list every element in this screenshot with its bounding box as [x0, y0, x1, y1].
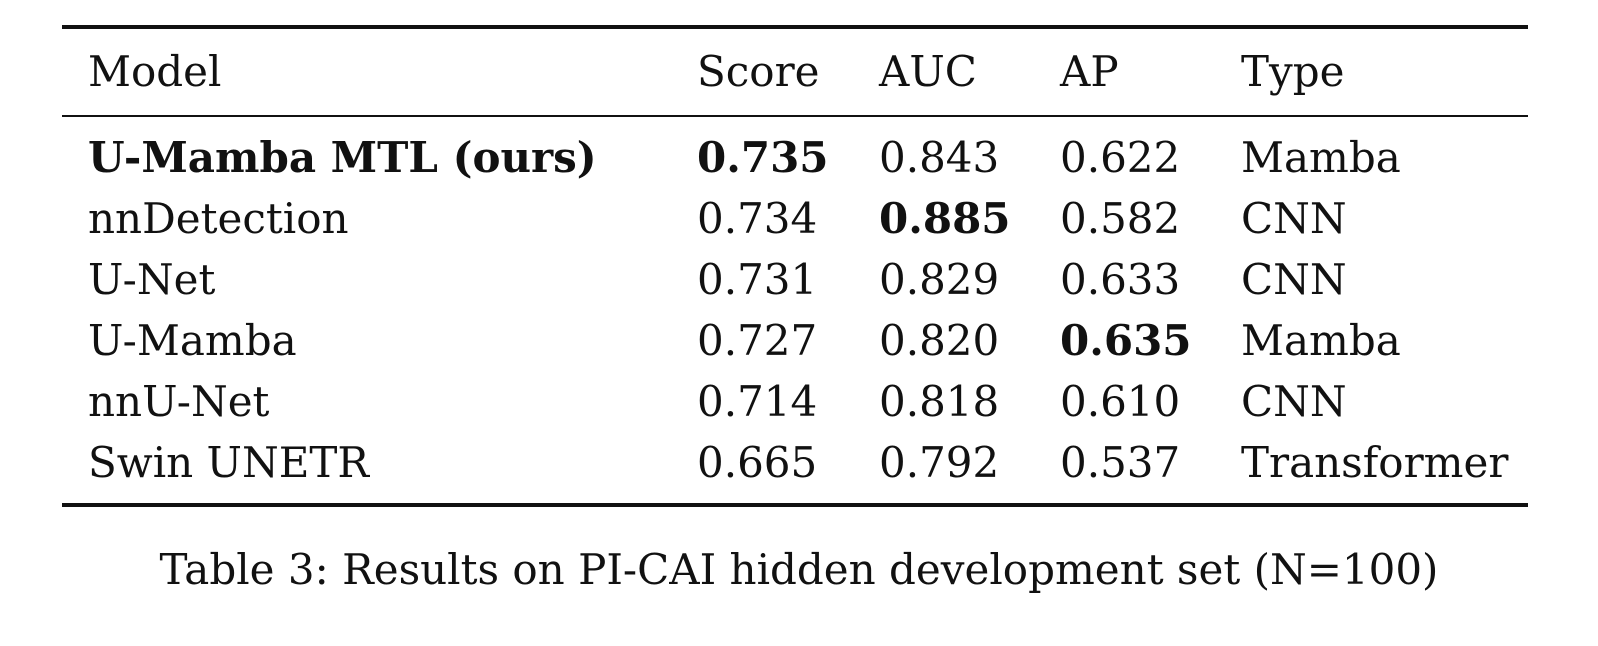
cell-model: U-Net — [88, 255, 216, 304]
caption-label: Table 3: — [159, 545, 329, 594]
header-ap: AP — [1060, 47, 1119, 96]
cell-score: 0.727 — [697, 316, 818, 365]
cell-ap: 0.635 — [1060, 316, 1192, 365]
cell-ap: 0.537 — [1060, 438, 1181, 487]
table-row — [62, 249, 1528, 310]
cell-ap: 0.582 — [1060, 194, 1181, 243]
cell-auc: 0.792 — [879, 438, 1000, 487]
cell-ap: 0.633 — [1060, 255, 1181, 304]
cell-auc: 0.818 — [879, 377, 1000, 426]
table-caption — [0, 545, 1598, 594]
caption-text: Results on PI-CAI hidden development set (N=100) — [342, 545, 1439, 594]
cell-model: Swin UNETR — [88, 438, 369, 487]
cell-ap: 0.622 — [1060, 133, 1181, 182]
cell-score: 0.731 — [697, 255, 818, 304]
cell-auc: 0.820 — [879, 316, 1000, 365]
cell-model: U-Mamba MTL (ours) — [88, 133, 597, 182]
header-score: Score — [697, 47, 820, 96]
cell-model: nnDetection — [88, 194, 349, 243]
cell-type: Mamba — [1241, 133, 1401, 182]
table-header-row — [62, 29, 1528, 115]
header-auc: AUC — [879, 47, 977, 96]
table-row — [62, 432, 1528, 493]
header-type: Type — [1241, 47, 1345, 96]
cell-score: 0.714 — [697, 377, 818, 426]
cell-ap: 0.610 — [1060, 377, 1181, 426]
cell-score: 0.734 — [697, 194, 818, 243]
table-row — [62, 127, 1528, 188]
cell-score: 0.735 — [697, 133, 829, 182]
cell-type: CNN — [1241, 194, 1347, 243]
cell-auc: 0.829 — [879, 255, 1000, 304]
cell-auc: 0.885 — [879, 194, 1011, 243]
table-body — [62, 117, 1528, 503]
bottom-rule — [62, 503, 1528, 507]
table-row — [62, 371, 1528, 432]
results-table — [62, 25, 1528, 507]
cell-model: U-Mamba — [88, 316, 297, 365]
cell-type: Mamba — [1241, 316, 1401, 365]
cell-auc: 0.843 — [879, 133, 1000, 182]
cell-type: CNN — [1241, 377, 1347, 426]
cell-type: CNN — [1241, 255, 1347, 304]
table-row — [62, 188, 1528, 249]
header-model: Model — [88, 47, 222, 96]
table-row — [62, 310, 1528, 371]
cell-type: Transformer — [1241, 438, 1509, 487]
cell-score: 0.665 — [697, 438, 818, 487]
cell-model: nnU-Net — [88, 377, 270, 426]
